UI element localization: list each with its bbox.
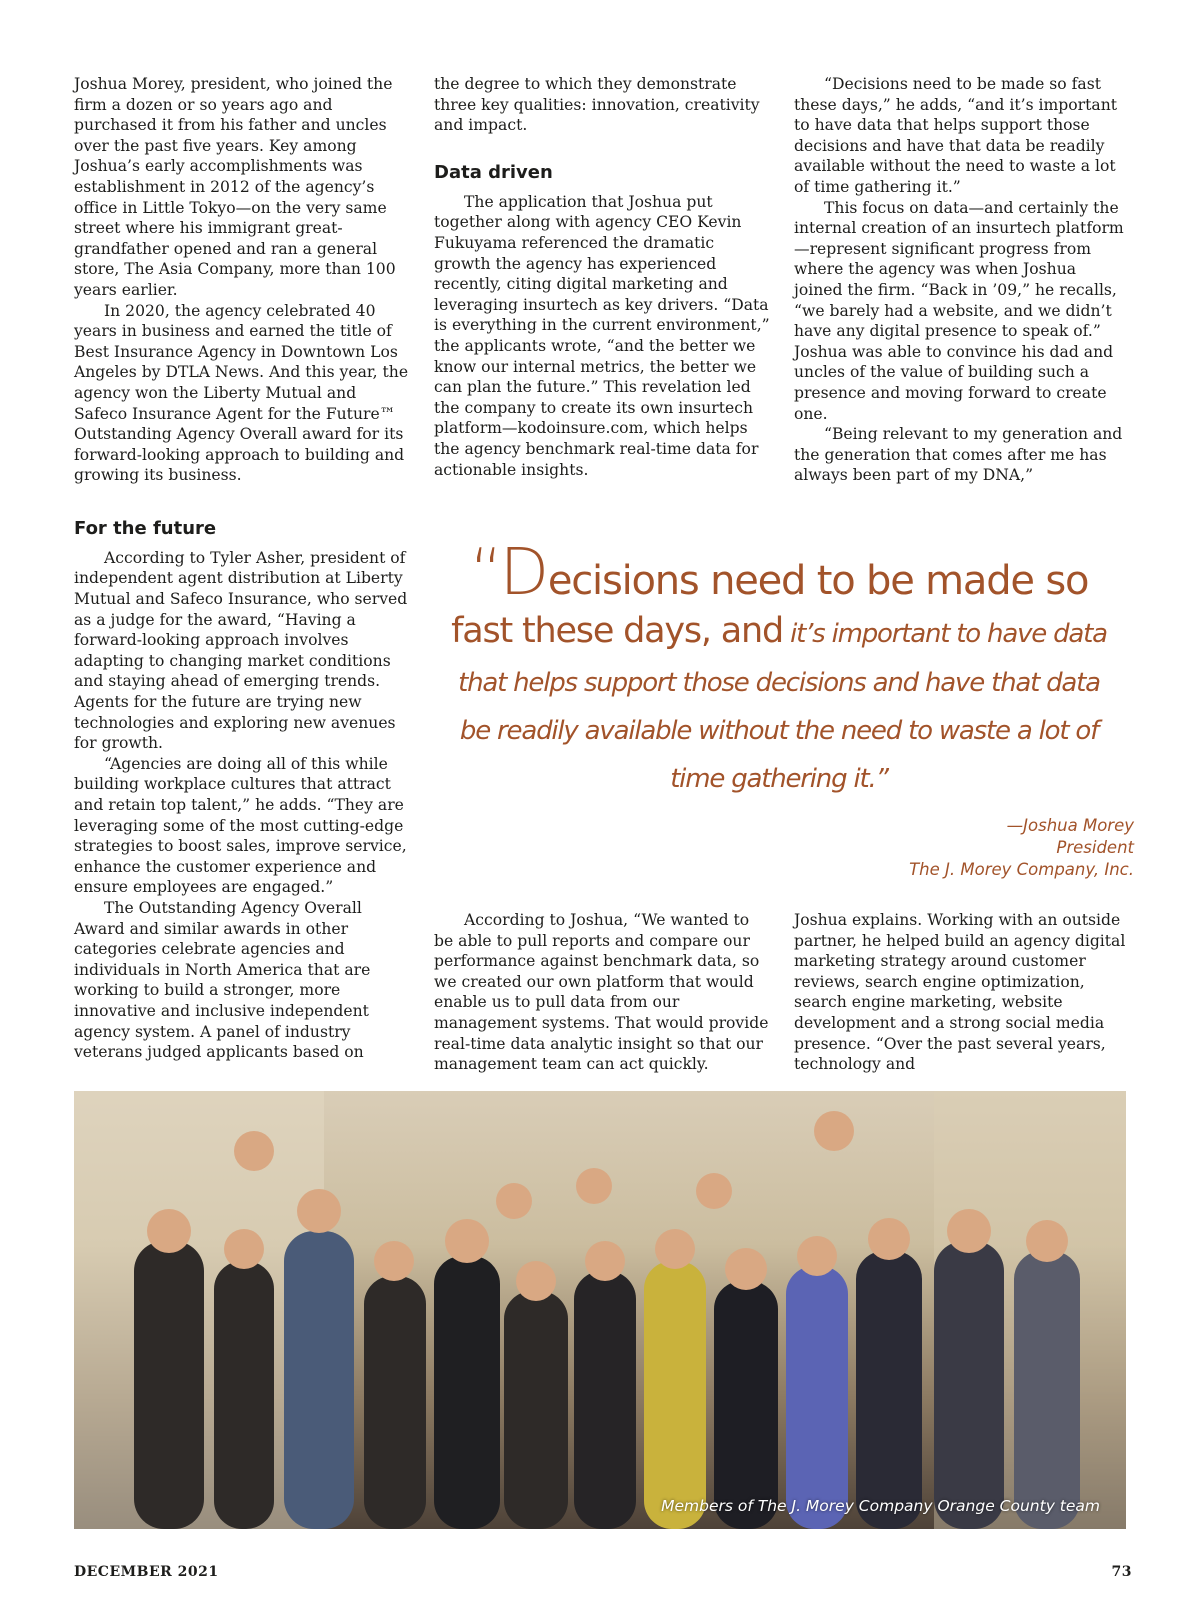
- pull-quote: [424, 536, 1134, 803]
- pull-quote-line-5: time gathering it.”: [670, 764, 888, 794]
- attribution-title: President: [1056, 838, 1134, 857]
- article-column-2-lower: [434, 910, 770, 1075]
- paragraph: “Agencies are doing all of this while building workplace cultures that attract and retain top talent,” he adds. “They are leveraging some of the most cutting-edge strategies to boost sales, improve service, enhance the customer experience and ensure employees are engaged.”: [74, 754, 407, 897]
- article-column-3: [794, 74, 1128, 486]
- paragraph: The Outstanding Agency Overall Award and similar awards in other categories celebrate agencies and individuals in North America that are working to build a stronger, more innovative and inclusive independent agency system. A panel of industry veterans judged applicants based on: [74, 898, 371, 1062]
- pull-quote-line-1: ecisions need to be made so: [547, 558, 1089, 604]
- pull-quote-open-mark: “: [469, 536, 500, 610]
- footer-issue-date: DECEMBER 2021: [74, 1564, 219, 1580]
- pull-quote-line-2: fast these days, and: [451, 611, 784, 651]
- pull-quote-line-2-rest: it’s important to have data: [783, 619, 1107, 649]
- pull-quote-line-4: be readily available without the need to waste a lot of: [459, 716, 1099, 746]
- section-heading-data-driven: Data driven: [434, 161, 553, 183]
- footer-page-number: 73: [1111, 1564, 1132, 1580]
- section-heading-for-the-future: For the future: [74, 517, 217, 539]
- paragraph: “Decisions need to be made so fast these days,” he adds, “and it’s important to have data that helps support those decisions and have that data be readily available without the need to waste a lot of time gathering it.”: [794, 75, 1117, 196]
- paragraph: In 2020, the agency celebrated 40 years in business and earned the title of Best Insurance Agency in Downtown Los Angeles by DTLA News. And this year, the agency won the Liberty Mutual and Safeco Insurance Agent for the Future™ Outstanding Agency Overall award for its forward-looking approach to building and growing its business.: [74, 301, 409, 485]
- pull-quote-attribution: [909, 815, 1134, 881]
- paragraph: This focus on data—and certainly the internal creation of an insurtech platform—represent significant progress from where the agency was when Joshua joined the firm. “Back in ’09,” he recalls, “we barely had a website, and we didn’t have any digital presence to speak of.” Joshua was able to convince his dad and uncles of the value of building such a presence and moving forward to create one.: [794, 198, 1124, 423]
- article-column-1: [74, 74, 409, 1063]
- group-photo-illustration: [74, 1091, 1126, 1529]
- article-column-3-lower: [794, 910, 1128, 1075]
- attribution-company: The J. Morey Company, Inc.: [909, 860, 1134, 879]
- paragraph: According to Tyler Asher, president of independent agent distribution at Liberty Mutual and Safeco Insurance, who served as a judge for the award, “Having a forward-looking approach involves adapting to changing market conditions and staying ahead of emerging trends. Agents for the future are trying new technologies and exploring new avenues for growth.: [74, 548, 408, 753]
- paragraph: Joshua explains. Working with an outside partner, he helped build an agency digital marketing strategy around customer reviews, search engine optimization, search engine marketing, website development and a strong social media presence. “Over the past several years, technology and: [794, 911, 1126, 1074]
- paragraph: Joshua Morey, president, who joined the firm a dozen or so years ago and purchased it from his father and uncles over the past five years. Key among Joshua’s early accomplishments was establishment in 2012 of the agency’s office in Little Tokyo—on the very same street where his immigrant great-grandfather opened and ran a general store, The Asia Company, more than 100 years earlier.: [74, 75, 396, 299]
- team-group-photo: [74, 1091, 1126, 1529]
- pull-quote-initial: D: [499, 536, 548, 610]
- paragraph: The application that Joshua put together along with agency CEO Kevin Fukuyama referenced the dramatic growth the agency has experienced recently, citing digital marketing and leveraging insurtech as key drivers. “Data is everything in the current environment,” the applicants wrote, “and the better we know our internal metrics, the better we can plan the future.” This revelation led the company to create its own insurtech platform—kodoinsure.com, which helps the agency benchmark real-time data for actionable insights.: [434, 192, 770, 479]
- photo-caption: Members of The J. Morey Company Orange County team: [661, 1497, 1100, 1515]
- pull-quote-line-3: that helps support those decisions and have that data: [458, 668, 1100, 698]
- attribution-name: —Joshua Morey: [1006, 816, 1134, 835]
- paragraph: the degree to which they demonstrate three key qualities: innovation, creativity and impact.: [434, 75, 760, 135]
- paragraph: “Being relevant to my generation and the generation that comes after me has always been part of my DNA,”: [794, 425, 1123, 485]
- article-column-2: [434, 74, 770, 480]
- paragraph: According to Joshua, “We wanted to be able to pull reports and compare our performance against benchmark data, so we created our own platform that would enable us to pull data from our management systems. That would provide real-time data analytic insight so that our management team can act quickly.: [434, 911, 769, 1074]
